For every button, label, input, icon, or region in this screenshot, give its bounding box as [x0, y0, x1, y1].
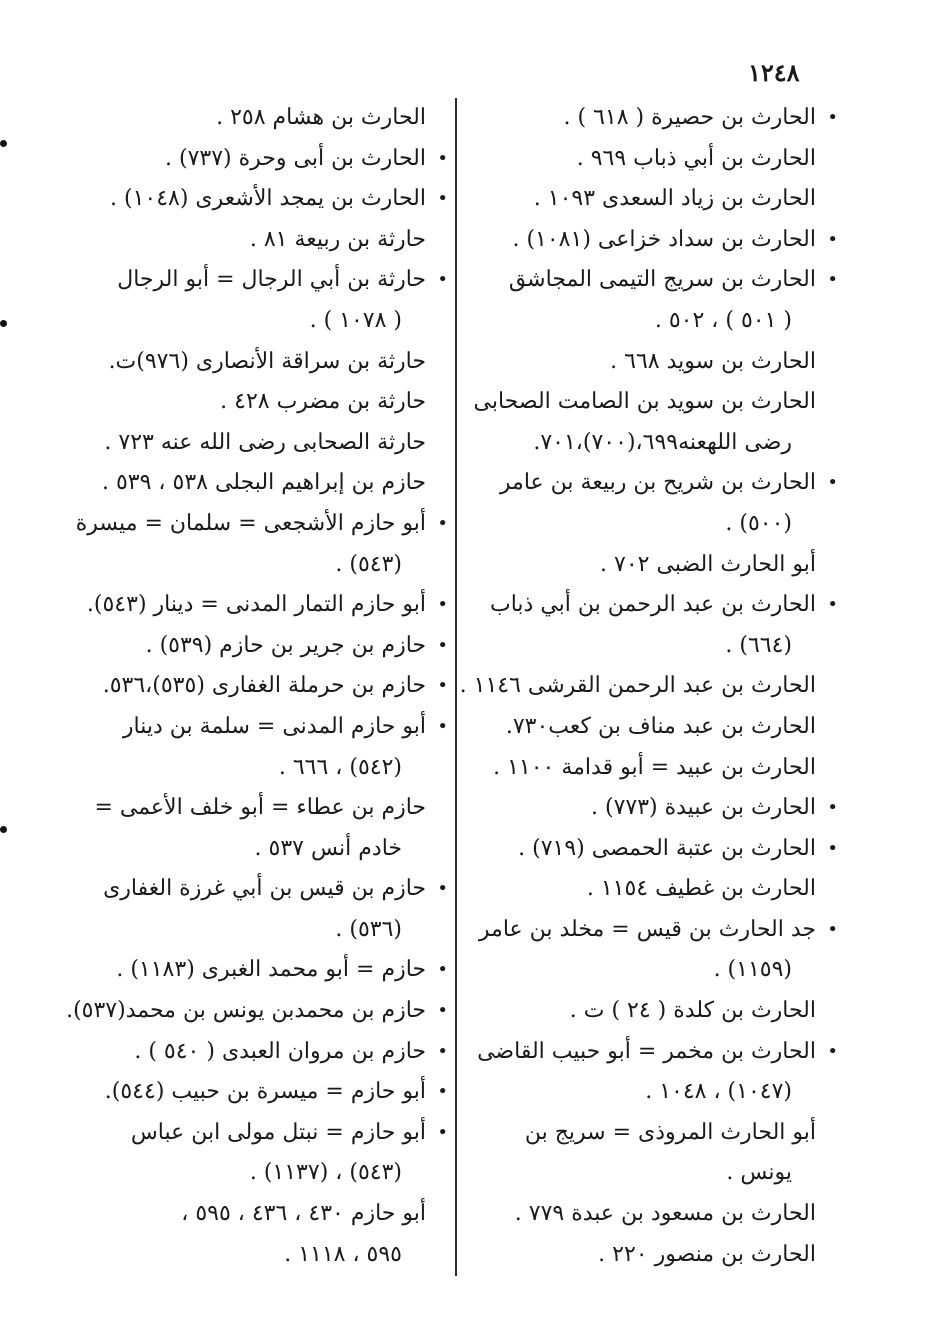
index-entry — [76, 179, 448, 220]
bullet-icon: • — [437, 715, 448, 737]
index-entry-text: الحارث بن هشام ٢٥٨ . — [216, 105, 426, 130]
index-entry-text: الحارث بن عبد الرحمن بن أبي ذباب — [490, 592, 816, 618]
index-entry — [76, 220, 448, 261]
index-entry-text: حازم بن قيس بن أبي غرزة الغفارى — [103, 876, 426, 902]
index-entry — [478, 220, 838, 261]
index-entry — [76, 585, 448, 626]
index-entry-text: الحارث بن أبى وحرة (٧٣٧) . — [165, 145, 426, 171]
index-entry-continuation — [76, 829, 448, 870]
index-entry — [478, 98, 838, 139]
bullet-icon: • — [827, 1040, 838, 1062]
index-entry-text: الحارث بن أبي ذباب ٩٦٩ . — [576, 145, 816, 171]
bullet-icon: • — [437, 512, 448, 534]
index-entry-text: (١٠٤٧) ، ١٠٤٨ . — [645, 1079, 792, 1105]
bullet-icon: • — [827, 228, 838, 250]
index-column-left — [66, 98, 448, 1275]
index-entry — [76, 98, 448, 139]
index-entry — [478, 463, 838, 504]
index-entry — [76, 260, 448, 301]
bullet-icon: • — [827, 472, 838, 494]
index-entry-text: الحارث بن سويد ٦٦٨ . — [610, 348, 816, 374]
index-entry-text: حازم بن جرير بن حازم (٥٣٩) . — [145, 632, 426, 658]
index-entry — [478, 991, 838, 1032]
index-entry-text: حارثة بن أبي الرجال = أبو الرجال — [117, 267, 426, 293]
index-entry-text: حازم بن مروان العبدى ( ٥٤٠ ) . — [134, 1038, 426, 1064]
index-entry — [76, 504, 448, 545]
index-entry-text: الحارث بن كلدة ( ٢٤ ) ت . — [569, 998, 816, 1024]
index-entry — [478, 748, 838, 789]
index-entry — [76, 423, 448, 464]
index-entry — [76, 463, 448, 504]
margin-mark — [0, 140, 7, 147]
index-entry-text: أبو حازم ٤٣٠ ، ٤٣٦ ، ٥٩٥ ، — [181, 1201, 426, 1227]
index-entry-text: ٥٩٥ ، ١١١٨ . — [284, 1241, 402, 1267]
index-entry-text: (٥٤٣) ، (١١٣٧) . — [249, 1160, 402, 1186]
index-entry — [478, 179, 838, 220]
bullet-icon: • — [437, 594, 448, 616]
index-entry — [478, 788, 838, 829]
bullet-icon: • — [437, 1121, 448, 1143]
index-entry — [76, 788, 448, 829]
margin-mark — [0, 826, 7, 833]
bullet-icon: • — [827, 269, 838, 291]
bullet-icon: • — [437, 878, 448, 900]
index-entry-text: الحارث بن يمجد الأشعرى (١٠٤٨) . — [110, 186, 426, 212]
index-entry-continuation — [76, 910, 448, 951]
index-entry-text: حارثة بن ربيعة ٨١ . — [249, 226, 426, 252]
bullet-icon: • — [437, 1081, 448, 1103]
index-entry — [76, 1194, 448, 1235]
index-entry-text: الحارث بن سويد بن الصامت الصحابى — [473, 389, 816, 415]
index-entry — [478, 829, 838, 870]
index-entry — [478, 910, 838, 951]
bullet-icon: • — [437, 1040, 448, 1062]
index-entry — [478, 707, 838, 748]
index-entry — [478, 545, 838, 586]
index-entry-text: حازم بن حرملة الغفارى (٥٣٥)،٥٣٦. — [102, 673, 426, 699]
bullet-icon: • — [827, 837, 838, 859]
index-entry-text: رضى اللهعنه٦٩٩،(٧٠٠)،٧٠١. — [533, 429, 792, 455]
bullet-icon: • — [437, 634, 448, 656]
index-entry-continuation — [76, 748, 448, 789]
index-entry-text: الحارث بن مخمر = أبو حبيب القاضى — [477, 1038, 816, 1064]
index-entry-text: الحارث بن زياد السعدى ١٠٩٣ . — [533, 186, 816, 212]
index-entry-text: ( ١٠٧٨ ) . — [309, 307, 402, 333]
index-entry-text: أبو الحارث الضبى ٧٠٢ . — [600, 551, 816, 577]
index-entry-text: حازم بن عطاء = أبو خلف الأعمى = — [94, 795, 426, 821]
index-entry — [66, 991, 448, 1032]
index-entry — [76, 1113, 448, 1154]
index-entry-text: الحارث بن عبيدة (٧٧٣) . — [591, 795, 816, 821]
index-entry-continuation — [478, 950, 838, 991]
index-entry-text: أبو حازم = ميسرة بن حبيب (٥٤٤). — [104, 1079, 426, 1105]
index-entry-text: الحارث بن سداد خزاعى (١٠٨١) . — [512, 226, 816, 252]
index-entry — [76, 342, 448, 383]
index-entry — [478, 869, 838, 910]
bullet-icon: • — [827, 107, 838, 128]
index-entry — [76, 1032, 448, 1073]
margin-mark — [0, 320, 7, 327]
bullet-icon: • — [437, 188, 448, 210]
page-number: ١٢٤٨ — [748, 58, 800, 87]
index-entry-text: الحارث بن عبد الرحمن القرشى ١١٤٦ . — [459, 673, 816, 699]
index-entry — [76, 869, 448, 910]
index-entry — [76, 382, 448, 423]
index-entry-text: (١١٥٩) . — [713, 957, 792, 983]
index-entry-continuation — [478, 301, 838, 342]
index-entry-text: حارثة الصحابى رضى الله عنه ٧٢٣ . — [104, 429, 426, 455]
index-entry — [478, 1194, 838, 1235]
index-entry — [76, 666, 448, 707]
index-entry-text: ( ٥٠١ ) ، ٥٠٢ . — [654, 307, 792, 333]
index-entry-text: (٥٤٣) . — [335, 551, 402, 577]
index-entry — [478, 585, 838, 626]
index-entry-text: حازم بن محمدبن يونس بن محمد(٥٣٧). — [66, 998, 426, 1024]
index-entry-text: حارثة بن سراقة الأنصارى (٩٧٦)ت. — [108, 348, 426, 374]
bullet-icon: • — [437, 675, 448, 697]
index-entry-continuation — [76, 1235, 448, 1276]
bullet-icon: • — [827, 594, 838, 616]
bullet-icon: • — [437, 959, 448, 981]
index-entry — [478, 260, 838, 301]
bullet-icon: • — [437, 269, 448, 291]
bullet-icon: • — [827, 797, 838, 819]
index-entry-continuation — [76, 301, 448, 342]
index-entry-text: أبو حازم الأشجعى = سلمان = ميسرة — [75, 510, 426, 536]
index-entry-text: أبو حازم = نبتل مولى ابن عباس — [130, 1119, 426, 1145]
index-entry — [76, 626, 448, 667]
index-entry — [478, 1113, 838, 1154]
column-divider — [455, 98, 457, 1276]
index-entry-text: أبو حازم التمار المدنى = دينار (٥٤٣). — [86, 592, 426, 618]
index-entry — [478, 139, 838, 180]
index-entry — [478, 1235, 838, 1276]
index-entry-continuation — [76, 1153, 448, 1194]
index-entry — [478, 342, 838, 383]
bullet-icon: • — [437, 1000, 448, 1022]
index-entry-continuation — [478, 504, 838, 545]
index-entry — [76, 707, 448, 748]
index-entry-text: الحارث بن منصور ٢٢٠ . — [598, 1241, 816, 1267]
bullet-icon: • — [827, 918, 838, 940]
index-column-right — [459, 98, 838, 1275]
index-entry — [76, 139, 448, 180]
index-entry-text: (٦٦٤) . — [725, 632, 792, 658]
index-entry-text: الحارث بن عبد مناف بن كعب٧٣٠. — [505, 713, 816, 739]
index-entry-text: الحارث بن غطيف ١١٥٤ . — [586, 876, 816, 902]
index-entry — [76, 950, 448, 991]
index-entry-text: أبو حازم المدنى = سلمة بن دينار — [122, 713, 426, 739]
index-entry-text: الحارث بن عبيد = أبو قدامة ١١٠٠ . — [493, 754, 816, 780]
index-entry-text: جد الحارث بن قيس = مخلد بن عامر — [478, 916, 816, 942]
index-entry-text: أبو الحارث المروذى = سريج بن — [524, 1119, 816, 1145]
index-entry — [459, 666, 838, 707]
index-entry-continuation — [76, 545, 448, 586]
index-entry-continuation — [478, 1072, 838, 1113]
index-entry-text: الحارث بن شريح بن ربيعة بن عامر — [499, 470, 816, 496]
index-entry-text: يونس . — [726, 1160, 792, 1186]
index-entry-text: حارثة بن مضرب ٤٢٨ . — [220, 389, 426, 415]
index-entry-text: حازم = أبو محمد الغبرى (١١٨٣) . — [116, 957, 426, 983]
index-entry — [76, 1072, 448, 1113]
index-entry-text: الحارث بن سريج التيمى المجاشق — [508, 267, 816, 293]
index-entry-continuation — [478, 423, 838, 464]
index-entry-text: الحارث بن حصيرة ( ٦١٨ ) . — [563, 105, 816, 130]
index-entry-continuation — [478, 626, 838, 667]
index-entry-text: (٥٠٠) . — [725, 510, 792, 536]
index-entry-text: (٥٣٦) . — [335, 916, 402, 942]
index-entry-text: (٥٤٢) ، ٦٦٦ . — [278, 754, 402, 780]
index-entry — [473, 382, 838, 423]
index-entry-continuation — [478, 1153, 838, 1194]
index-entry — [478, 1032, 838, 1073]
bullet-icon: • — [437, 147, 448, 169]
index-entry-text: حازم بن إبراهيم البجلى ٥٣٨ ، ٥٣٩ . — [101, 470, 426, 496]
index-entry-text: الحارث بن عتبة الحمصى (٧١٩) . — [518, 835, 816, 861]
index-entry-text: الحارث بن مسعود بن عبدة ٧٧٩ . — [514, 1201, 816, 1227]
index-entry-text: خادم أنس ٥٣٧ . — [254, 835, 402, 861]
